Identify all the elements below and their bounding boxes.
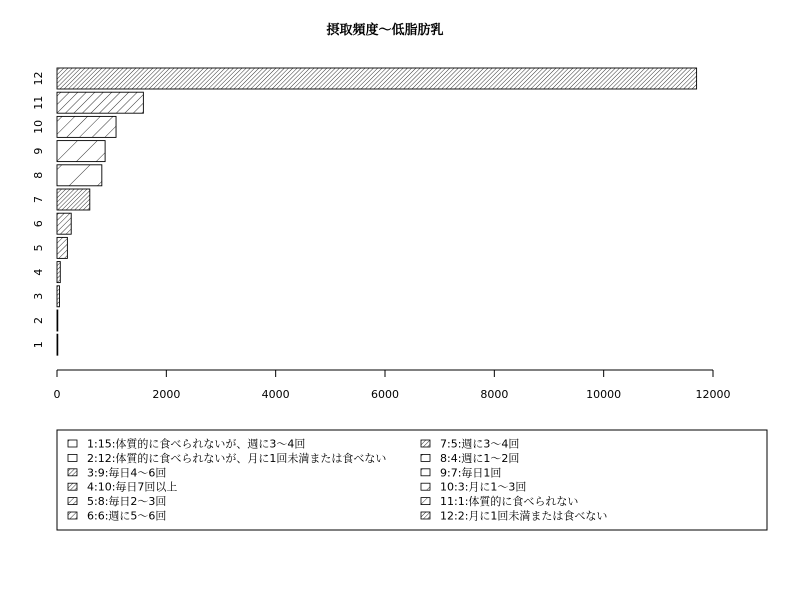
legend-label: 4:10:毎日7回以上: [87, 480, 178, 494]
y-tick-label: 2: [32, 317, 45, 324]
legend-swatch: [68, 469, 77, 476]
legend-label: 6:6:週に5～6回: [87, 509, 167, 523]
x-axis: [54, 370, 731, 401]
x-tick-label: 10000: [586, 388, 622, 401]
legend-label: 3:9:毎日4～6回: [87, 466, 167, 480]
x-tick-label: 12000: [695, 388, 731, 401]
legend-swatch: [421, 512, 430, 519]
y-tick-label: 5: [32, 244, 45, 252]
y-axis: [32, 72, 45, 349]
y-tick-label: 9: [32, 147, 45, 155]
bar-5: [57, 237, 67, 258]
legend-label: 12:2:月に1回未満または食べない: [440, 509, 608, 523]
legend-label: 9:7:毎日1回: [440, 466, 502, 480]
bar-8: [57, 165, 102, 186]
legend-swatch: [421, 440, 430, 447]
x-tick-label: 0: [53, 388, 61, 401]
legend-swatch: [421, 483, 430, 490]
legend-label: 2:12:体質的に食べられないが、月に1回未満または食べない: [87, 451, 387, 465]
y-tick-label: 3: [32, 292, 45, 300]
y-tick-label: 1: [32, 341, 45, 349]
y-tick-label: 10: [32, 119, 45, 134]
legend-label: 7:5:週に3～4回: [440, 437, 520, 451]
legend: [57, 430, 767, 530]
chart-title: 摂取頻度～低脂肪乳: [326, 23, 444, 38]
bar-11: [57, 92, 143, 113]
bar-1: [57, 334, 58, 355]
legend-swatch: [68, 440, 77, 447]
y-tick-label: 4: [32, 268, 45, 276]
bars: [57, 68, 697, 355]
legend-swatch: [68, 512, 77, 519]
legend-swatch: [68, 454, 77, 461]
legend-swatch: [421, 469, 430, 476]
bar-2: [57, 310, 58, 331]
x-tick-label: 8000: [480, 388, 509, 401]
y-tick-label: 6: [32, 220, 45, 228]
bar-7: [57, 189, 90, 210]
x-tick-label: 6000: [371, 388, 399, 401]
legend-swatch: [68, 483, 77, 490]
legend-swatch: [421, 498, 430, 505]
bar-12: [57, 68, 697, 89]
bar-9: [57, 141, 105, 162]
y-tick-label: 12: [32, 71, 45, 86]
legend-label: 10:3:月に1～3回: [440, 480, 527, 494]
y-tick-label: 7: [32, 196, 45, 203]
legend-label: 1:15:体質的に食べられないが、週に3～4回: [87, 437, 306, 451]
legend-label: 8:4:週に1～2回: [440, 451, 520, 465]
legend-label: 11:1:体質的に食べられない: [440, 495, 579, 509]
legend-swatch: [421, 454, 430, 461]
y-tick-label: 8: [32, 171, 45, 179]
bar-6: [57, 213, 71, 234]
x-tick-label: 4000: [261, 388, 290, 401]
bar-3: [57, 286, 59, 307]
bar-10: [57, 116, 116, 137]
x-tick-label: 2000: [152, 388, 181, 401]
bar-4: [57, 262, 60, 283]
legend-swatch: [68, 498, 77, 505]
y-tick-label: 11: [32, 95, 45, 110]
legend-label: 5:8:毎日2～3回: [87, 495, 167, 509]
